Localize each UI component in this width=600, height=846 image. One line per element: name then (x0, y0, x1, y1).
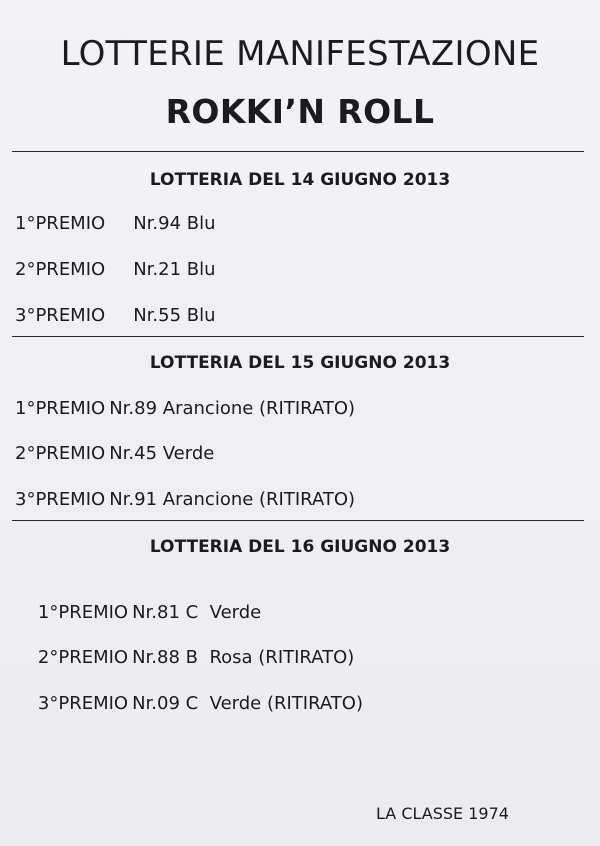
prize-detail: Nr.09 C Verde (RITIRATO) (132, 693, 363, 714)
prize-row (15, 443, 214, 464)
section-title-14-giugno: LOTTERIA DEL 14 GIUGNO 2013 (149, 170, 451, 190)
prize-rank: 1°PREMIO (15, 213, 106, 234)
prize-row (15, 489, 355, 510)
prize-detail: Nr.55 Blu (133, 305, 216, 326)
prize-detail: Nr.45 Verde (109, 443, 215, 464)
prize-rank: 3°PREMIO (37, 693, 129, 714)
prize-rank: 1°PREMIO (15, 398, 106, 419)
prize-detail: Nr.81 C Verde (132, 602, 262, 623)
prize-detail: Nr.21 Blu (133, 259, 216, 280)
prize-row (15, 259, 216, 280)
prize-row (15, 672, 363, 735)
prize-row (15, 305, 216, 326)
section-title-15-giugno: LOTTERIA DEL 15 GIUGNO 2013 (149, 353, 451, 373)
footer-signature: LA CLASSE 1974 (376, 804, 509, 823)
prize-rank: 3°PREMIO (15, 489, 106, 510)
divider (12, 336, 584, 337)
prize-rank: 2°PREMIO (15, 259, 106, 280)
divider (12, 520, 584, 521)
prize-rank: 2°PREMIO (37, 647, 129, 668)
prize-detail: Nr.89 Arancione (RITIRATO) (109, 398, 356, 419)
prize-detail: Nr.91 Arancione (RITIRATO) (109, 489, 356, 510)
prize-detail: Nr.88 B Rosa (RITIRATO) (132, 647, 355, 668)
prize-rank: 3°PREMIO (15, 305, 106, 326)
prize-detail: Nr.94 Blu (133, 213, 216, 234)
prize-rank: 1°PREMIO (37, 602, 129, 623)
divider (12, 151, 584, 152)
prize-rank: 2°PREMIO (15, 443, 106, 464)
document-subtitle: ROKKI’N ROLL (165, 92, 435, 131)
prize-row (15, 213, 216, 234)
section-title-16-giugno: LOTTERIA DEL 16 GIUGNO 2013 (149, 537, 451, 557)
prize-row (15, 398, 355, 419)
document-title: LOTTERIE MANIFESTAZIONE (60, 34, 540, 74)
